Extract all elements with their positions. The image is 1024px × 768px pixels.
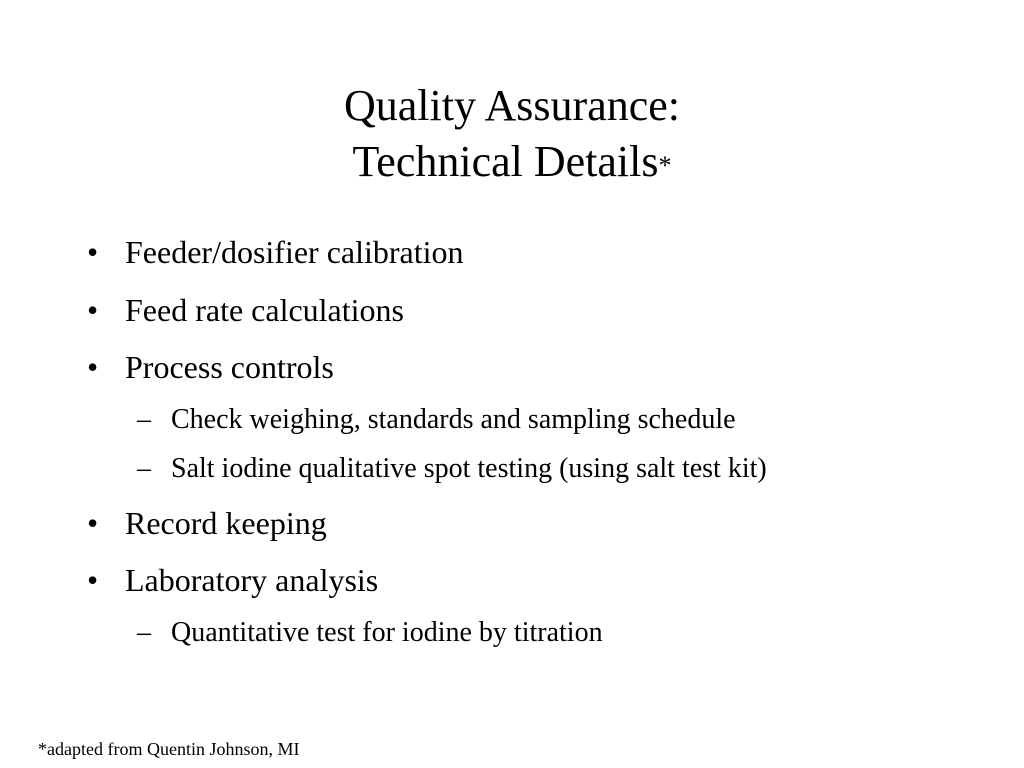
bullet-item-laboratory-analysis [87, 560, 379, 600]
bullet-item-process-controls [87, 347, 334, 387]
subitem-text: Quantitative test for iodine by titration [171, 617, 603, 648]
title-line-2-text: Technical Details [352, 137, 659, 186]
bullet-marker: • [87, 505, 99, 541]
title-asterisk: * [658, 151, 672, 180]
bullet-text: Feed rate calculations [125, 292, 404, 328]
sub-marker: – [137, 617, 151, 648]
subitem-text: Check weighing, standards and sampling schedule [171, 404, 736, 435]
bullet-marker: • [87, 562, 99, 598]
footnote: *adapted from Quentin Johnson, MI [38, 739, 300, 759]
bullet-item-record-keeping [87, 503, 327, 543]
sub-marker: – [137, 453, 151, 484]
bullet-text: Laboratory analysis [125, 562, 379, 598]
subitem-check-weighing [137, 402, 736, 438]
subitem-titration [137, 615, 603, 651]
title-line-1: Quality Assurance: [343, 81, 681, 130]
bullet-text: Record keeping [125, 505, 327, 541]
bullet-marker: • [87, 292, 99, 328]
subitem-spot-testing [137, 451, 767, 487]
bullet-text: Feeder/dosifier calibration [125, 234, 464, 270]
bullet-item-feeder-calibration [87, 232, 464, 272]
bullet-text: Process controls [125, 349, 334, 385]
bullet-marker: • [87, 349, 99, 385]
subitem-text: Salt iodine qualitative spot testing (using salt test kit) [171, 453, 767, 484]
sub-marker: – [137, 404, 151, 435]
bullet-marker: • [87, 234, 99, 270]
bullet-item-feed-rate [87, 290, 404, 330]
